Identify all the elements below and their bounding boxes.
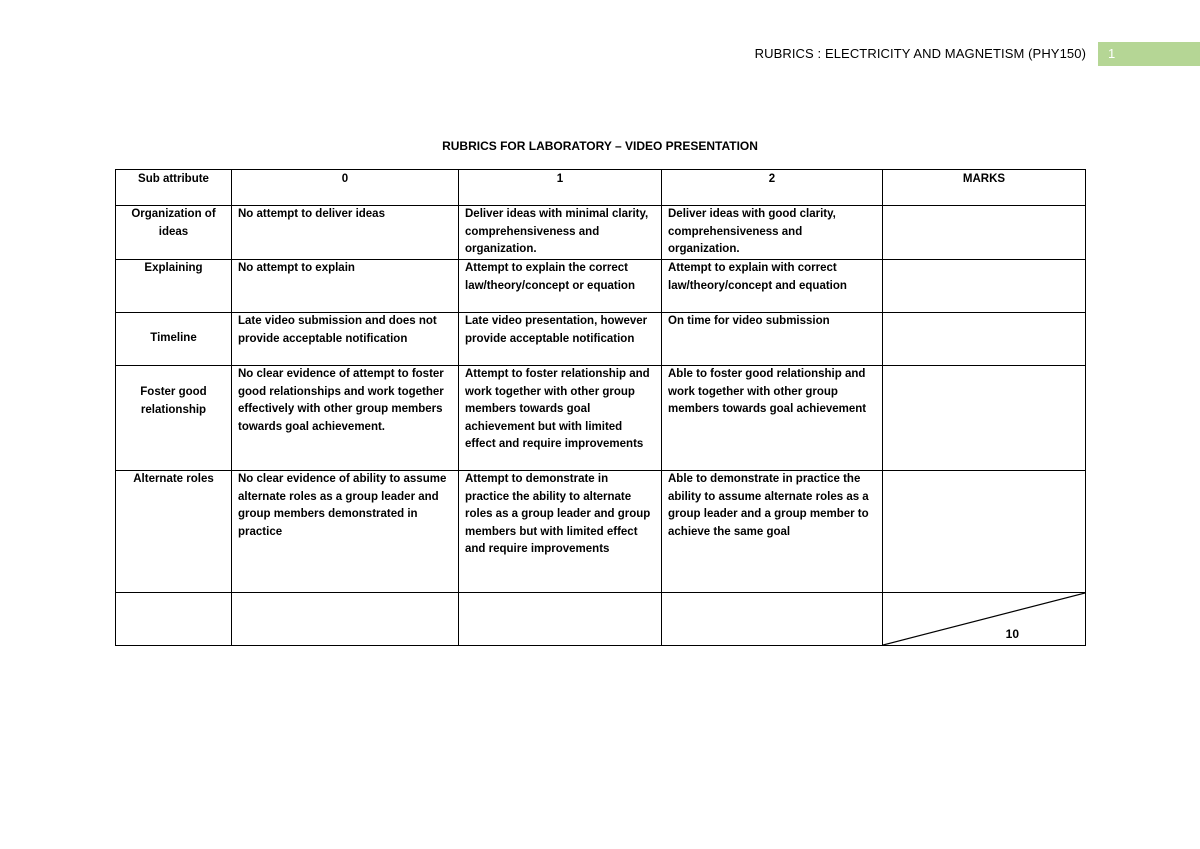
marks-cell: [883, 313, 1086, 366]
header-row: [116, 170, 1086, 206]
empty-cell: [232, 593, 459, 646]
marks-cell: [883, 366, 1086, 471]
marks-cell: [883, 471, 1086, 593]
score-2-cell: Attempt to explain with correct law/theory/concept and equation: [662, 260, 883, 313]
score-1-cell: Attempt to foster relationship and work together with other group members towards goal achievement but with limited effect and require improvements: [459, 366, 662, 471]
empty-cell: [662, 593, 883, 646]
rubric-table: [115, 169, 1086, 646]
score-2-cell: Deliver ideas with good clarity, comprehensiveness and organization.: [662, 206, 883, 260]
table-row: [116, 260, 1086, 313]
score-0-cell: No clear evidence of attempt to foster good relationships and work together effectively with other group members towards goal achievement.: [232, 366, 459, 471]
total-row: [116, 593, 1086, 646]
attribute-cell: Foster good relationship: [116, 366, 232, 471]
table-row: [116, 206, 1086, 260]
header-score-1: 1: [459, 170, 662, 206]
score-2-cell: Able to foster good relationship and work together with other group members towards goal achievement: [662, 366, 883, 471]
document-title: RUBRICS FOR LABORATORY – VIDEO PRESENTATION: [442, 139, 758, 153]
table-row: [116, 366, 1086, 471]
total-marks-cell: [883, 593, 1086, 646]
attribute-cell: Organization of ideas: [116, 206, 232, 260]
score-1-cell: Deliver ideas with minimal clarity, comprehensiveness and organization.: [459, 206, 662, 260]
attribute-cell: Explaining: [116, 260, 232, 313]
score-1-cell: Late video presentation, however provide acceptable notification: [459, 313, 662, 366]
marks-cell: [883, 260, 1086, 313]
header-score-2: 2: [662, 170, 883, 206]
page-header: [755, 42, 1200, 66]
header-marks: MARKS: [883, 170, 1086, 206]
attribute-cell: Timeline: [116, 313, 232, 366]
score-0-cell: No attempt to deliver ideas: [232, 206, 459, 260]
header-score-0: 0: [232, 170, 459, 206]
score-1-cell: Attempt to demonstrate in practice the ability to alternate roles as a group leader and group members but with limited effect and require improvements: [459, 471, 662, 593]
empty-cell: [116, 593, 232, 646]
score-0-cell: Late video submission and does not provide acceptable notification: [232, 313, 459, 366]
score-0-cell: No clear evidence of ability to assume alternate roles as a group leader and group members demonstrated in practice: [232, 471, 459, 593]
table-row: [116, 471, 1086, 593]
score-2-cell: On time for video submission: [662, 313, 883, 366]
header-title: RUBRICS : ELECTRICITY AND MAGNETISM (PHY150): [754, 46, 1086, 61]
table-row: [116, 313, 1086, 366]
empty-cell: [459, 593, 662, 646]
score-1-cell: Attempt to explain the correct law/theory/concept or equation: [459, 260, 662, 313]
diagonal-line: [883, 593, 1085, 645]
score-2-cell: Able to demonstrate in practice the ability to assume alternate roles as a group leader and a group member to achieve the same goal: [662, 471, 883, 593]
score-0-cell: No attempt to explain: [232, 260, 459, 313]
header-sub-attribute: Sub attribute: [116, 170, 232, 206]
page-number: 1: [1098, 42, 1200, 66]
total-marks-value: 10: [1005, 626, 1019, 641]
attribute-cell: Alternate roles: [116, 471, 232, 593]
marks-cell: [883, 206, 1086, 260]
